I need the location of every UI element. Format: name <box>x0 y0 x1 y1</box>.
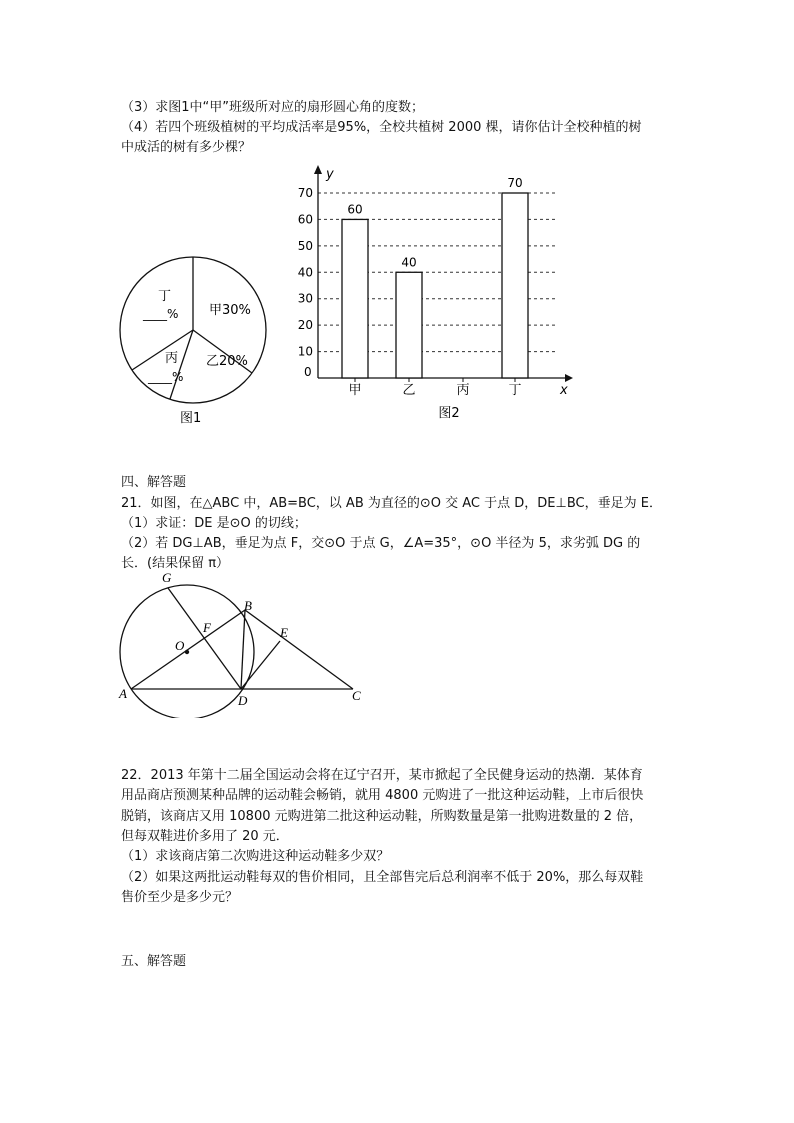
label-c: C <box>352 688 361 703</box>
segment-bd <box>241 610 245 689</box>
bar <box>396 272 422 378</box>
x-tick-label: 丁 <box>508 383 522 398</box>
x-tick-label: 丙 <box>456 383 470 398</box>
segment-bc <box>245 610 353 689</box>
bar-value-label: 40 <box>401 255 417 270</box>
y-tick-label: 20 <box>297 318 313 333</box>
q22-line6: （2）如果这两批运动鞋每双的售价相同，且全部售完后总利润率不低于 20%，那么每双鞋 <box>121 870 644 885</box>
label-f: F <box>203 620 211 635</box>
q21-line3: （2）若 DG⊥AB，垂足为点 F，交⊙O 于点 G，∠A=35°，⊙O 半径为 5，求劣弧 DG 的 <box>121 536 641 551</box>
section5-heading: 五、解答题 <box>121 954 187 969</box>
pie-figure <box>110 245 280 430</box>
y-tick-label: 10 <box>297 344 313 359</box>
bar-value-label: 60 <box>347 202 363 217</box>
segment-ab <box>131 610 245 689</box>
x-tick-label: 甲 <box>348 383 362 398</box>
q20-part4-line2: 中成活的树有多少棵？ <box>121 140 252 155</box>
label-e: E <box>280 625 288 640</box>
q22-line4: 但每双鞋进价多用了 20 元． <box>121 829 289 844</box>
origin-label: 0 <box>304 365 312 379</box>
pie-divider-left <box>132 330 193 370</box>
x-axis-label: x <box>560 383 568 398</box>
bar <box>342 219 368 378</box>
label-d: D <box>238 693 248 708</box>
bar-chart <box>290 160 590 425</box>
y-tick-label: 30 <box>297 291 313 306</box>
label-b: B <box>244 598 252 613</box>
q21-line1: 21．如图，在△ABC 中，AB=BC，以 AB 为直径的⊙O 交 AC 于点 D，DE⊥BC，垂足为 E． <box>121 496 662 511</box>
y-tick-label: 60 <box>297 212 313 227</box>
point-o <box>185 650 189 654</box>
bar <box>502 193 528 378</box>
q20-part3: （3）求图1中“甲”班级所对应的扇形圆心角的度数； <box>121 100 425 115</box>
geometry-figure <box>110 568 375 718</box>
chart-caption: 图2 <box>438 406 460 421</box>
pie-label-ding: 丁 <box>158 289 172 304</box>
y-tick-label: 40 <box>297 265 313 280</box>
pie-blank-ding: ____% <box>143 307 179 321</box>
y-axis-label: y <box>326 167 334 182</box>
label-o: O <box>175 638 185 653</box>
x-axis-arrow <box>565 374 573 382</box>
q22-line5: （1）求该商店第二次购进这种运动鞋多少双？ <box>121 849 390 864</box>
section4-heading: 四、解答题 <box>121 475 187 490</box>
q22-line3: 脱销，该商店又用 10800 元购进第二批这种运动鞋，所购数量是第一批购进数量的 2 倍， <box>121 809 643 824</box>
q22-line1: 22．2013 年第十二届全国运动会将在辽宁召开，某市掀起了全民健身运动的热潮．某体育 <box>121 768 643 783</box>
pie-label-bing: 丙 <box>165 351 179 366</box>
bar-value-label: 70 <box>507 176 523 190</box>
q22-line7: 售价至少是多少元？ <box>121 890 239 905</box>
y-axis-arrow <box>314 165 322 174</box>
pie-label-yi: 乙20% <box>206 354 248 369</box>
q21-line4: 长．(结果保留 π） <box>121 556 230 571</box>
pie-caption: 图1 <box>180 411 202 426</box>
pie-label-jia: 甲30% <box>209 303 251 318</box>
q20-part4-line1: （4）若四个班级植树的平均成活率是95%，全校共植树 2000 棵，请你估计全校种植的树 <box>121 120 642 135</box>
y-tick-label: 70 <box>297 186 313 200</box>
label-g: G <box>162 570 172 585</box>
label-a: A <box>119 686 127 701</box>
segment-de <box>241 641 280 689</box>
pie-blank-bing: ____% <box>148 370 184 384</box>
q21-line2: （1）求证：DE 是⊙O 的切线； <box>121 516 307 531</box>
q22-line2: 用品商店预测某种品牌的运动鞋会畅销，就用 4800 元购进了一批这种运动鞋，上市后很快 <box>121 788 644 803</box>
y-tick-label: 50 <box>297 238 313 253</box>
x-tick-label: 乙 <box>402 383 416 398</box>
